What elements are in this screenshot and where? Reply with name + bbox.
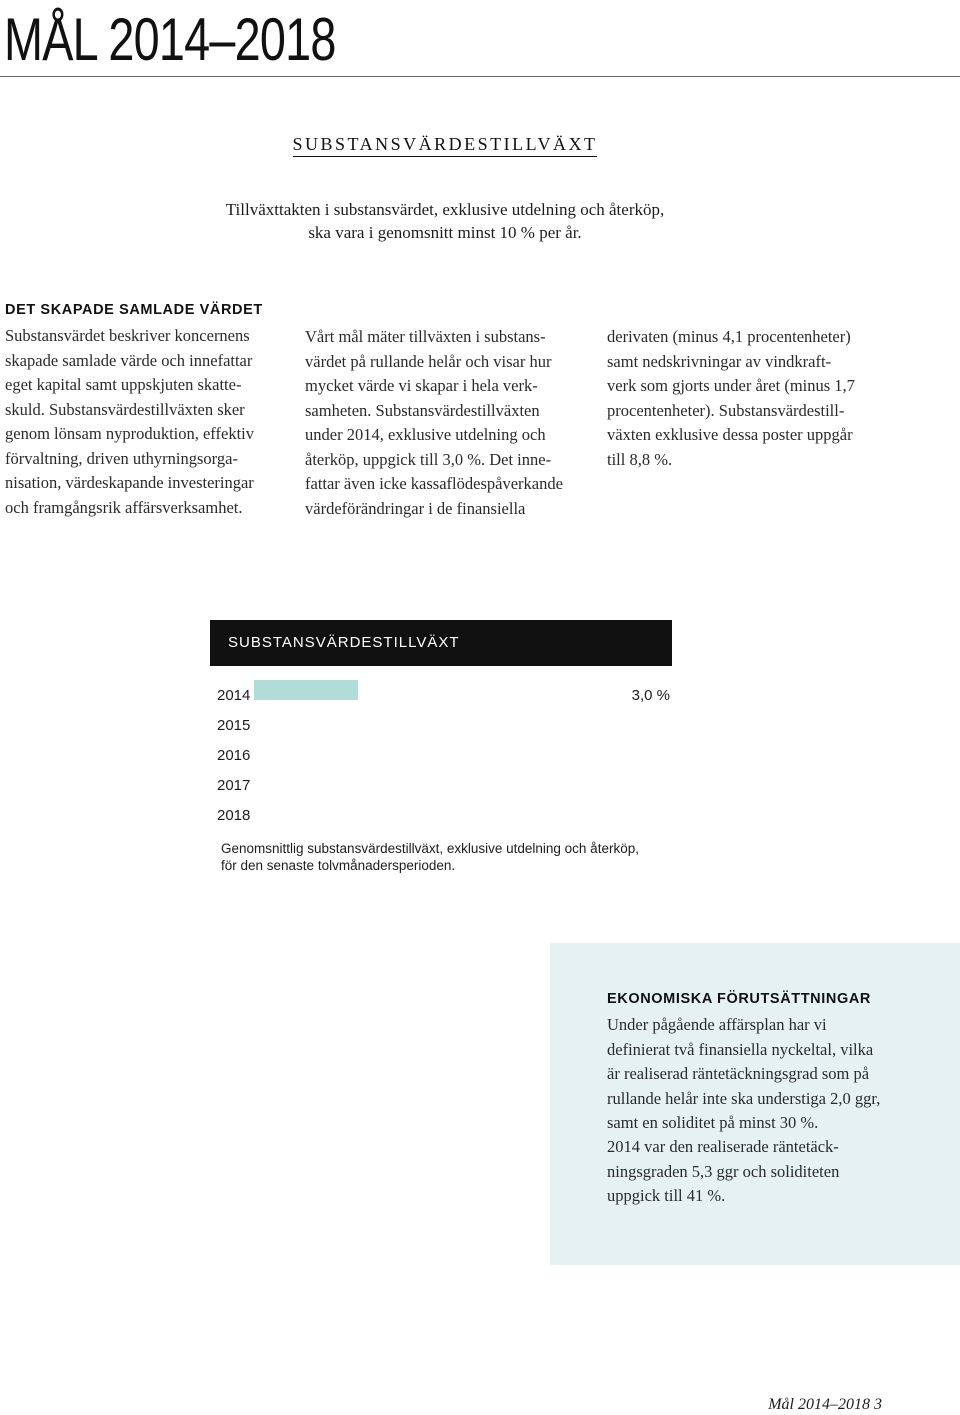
- year-label-2016: 2016: [217, 747, 251, 764]
- goal-statement: [0, 198, 890, 244]
- growth-bar-chart: [210, 672, 680, 832]
- column-heading: DET SKAPADE SAMLADE VÄRDET: [5, 302, 263, 318]
- bar-2014: [254, 680, 358, 700]
- value-label-2014: 3,0 %: [631, 687, 670, 704]
- box-paragraph-2: 2014 var den realiserade räntetäck- ningsgraden 5,3 ggr och soliditeten uppgick till 41 %.: [607, 1137, 840, 1205]
- year-label-2015: 2015: [217, 717, 251, 734]
- text-column-1: [5, 300, 285, 520]
- page-title: MÅL 2014–2018: [4, 6, 336, 73]
- box-heading: EKONOMISKA FÖRUTSÄTTNINGAR: [607, 991, 871, 1007]
- chart-header: [210, 620, 672, 666]
- year-label-2017: 2017: [217, 777, 251, 794]
- column-1-text: Substansvärdet beskriver koncernens skapade samlade värde och innefattar eget kapital samt uppskjuten skatte- skuld. Substansvärdestillväxten sker genom lönsam nyproduktion, effektiv förvaltning, driven uthyrningsorga- nisation, värdeskapande investeringar och framgångsrik affärsverksamhet.: [5, 326, 254, 517]
- page-footer: Mål 2014–2018 3: [768, 1396, 882, 1413]
- column-2-text: Vårt mål mäter tillväxten i substans- värdet på rullande helår och visar hur mycket värde vi skapar i hela verk- samheten. Substansvärdestillväxten under 2014, exklusive utdelning och återköp, uppgick till 3,0 %. Det inne- fattar även icke kassaflödespåverkande värdeförändringar i de finansiella: [305, 327, 563, 518]
- section-heading: [0, 132, 890, 156]
- text-column-2: [305, 325, 590, 521]
- text-column-3: [607, 325, 897, 472]
- year-label-2014: 2014: [217, 687, 251, 704]
- column-3-text: derivaten (minus 4,1 procentenheter) samt nedskrivningar av vindkraft- verk som gjorts under året (minus 1,7 procentenheter). Substansvärdestill- växten exklusive dessa poster uppgår till 8,8 %.: [607, 327, 855, 469]
- economic-conditions-box: [550, 943, 960, 1265]
- chart-footnote: Genomsnittlig substansvärdestillväxt, exklusive utdelning och återköp, för den senaste tolvmånadersperioden.: [221, 841, 639, 873]
- title-divider: [0, 76, 960, 77]
- section-heading-text: SUBSTANSVÄRDESTILLVÄXT: [293, 134, 598, 157]
- year-label-2018: 2018: [217, 807, 251, 824]
- goal-statement-text: Tillväxttakten i substansvärdet, exklusive utdelning och återköp, ska vara i genomsnitt minst 10 % per år.: [225, 200, 665, 242]
- chart-title: SUBSTANSVÄRDESTILLVÄXT: [228, 634, 460, 651]
- box-paragraph-1: Under pågående affärsplan har vi definierat två finansiella nyckeltal, vilka är realiserad räntetäckningsgrad som på rullande helår inte ska understiga 2,0 ggr, samt en soliditet på minst 30 %.: [607, 1015, 881, 1132]
